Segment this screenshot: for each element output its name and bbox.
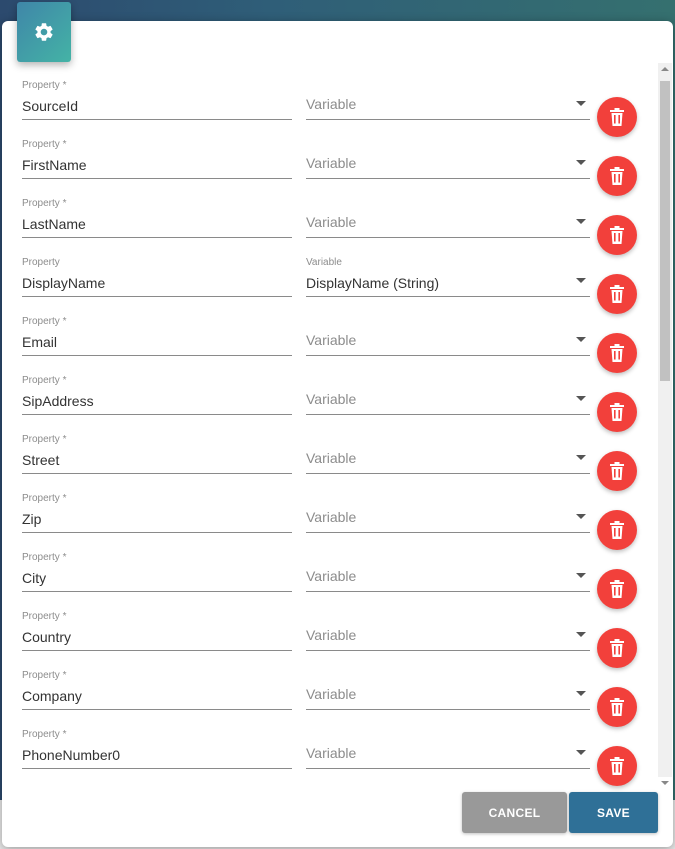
trash-icon [609,344,625,362]
property-value[interactable]: Company [22,688,82,704]
trash-icon [609,521,625,539]
property-label: Property * [22,552,67,563]
mapping-row [2,670,657,729]
save-button[interactable]: SAVE [569,792,658,833]
property-mapping-dialog [2,21,673,847]
dropdown-arrow-icon[interactable] [576,396,586,401]
mapping-row [2,434,657,493]
mapping-list[interactable] [2,61,657,796]
variable-select[interactable] [306,257,590,297]
variable-placeholder: Variable [306,568,357,584]
property-label: Property * [22,729,67,740]
property-field[interactable] [22,80,292,120]
dropdown-arrow-icon[interactable] [576,278,586,283]
mapping-row [2,729,657,788]
property-value[interactable]: City [22,570,47,586]
property-field[interactable] [22,139,292,179]
property-value[interactable]: FirstName [22,157,87,173]
property-field[interactable] [22,552,292,592]
trash-icon [609,698,625,716]
variable-placeholder: Variable [306,332,357,348]
dropdown-arrow-icon[interactable] [576,573,586,578]
property-label: Property * [22,139,67,150]
property-label: Property [22,257,60,268]
dropdown-arrow-icon[interactable] [576,632,586,637]
trash-icon [609,462,625,480]
variable-placeholder: Variable [306,509,357,525]
variable-placeholder: Variable [306,627,357,643]
scrollbar[interactable] [658,63,672,777]
mapping-row [2,80,657,139]
variable-placeholder: Variable [306,686,357,702]
dropdown-arrow-icon[interactable] [576,750,586,755]
delete-row-button[interactable] [597,274,637,314]
variable-select[interactable] [306,729,590,769]
variable-select[interactable] [306,670,590,710]
property-label: Property * [22,316,67,327]
property-value[interactable]: DisplayName [22,275,106,291]
property-field[interactable] [22,493,292,533]
dropdown-arrow-icon[interactable] [576,337,586,342]
property-value[interactable]: Email [22,334,58,350]
property-label: Property * [22,375,67,386]
trash-icon [609,403,625,421]
settings-header-badge [17,2,71,62]
property-value[interactable]: PhoneNumber0 [22,747,121,763]
trash-icon [609,639,625,657]
property-label: Property * [22,493,67,504]
mapping-row [2,493,657,552]
delete-row-button[interactable] [597,746,637,786]
trash-icon [609,757,625,775]
trash-icon [609,167,625,185]
property-field[interactable] [22,375,292,415]
property-value[interactable]: LastName [22,216,86,232]
variable-select[interactable] [306,552,590,592]
trash-icon [609,580,625,598]
property-field[interactable] [22,670,292,710]
mapping-row [2,316,657,375]
property-label: Property * [22,611,67,622]
dropdown-arrow-icon[interactable] [576,160,586,165]
property-label: Property * [22,80,67,91]
property-field[interactable] [22,611,292,651]
dropdown-arrow-icon[interactable] [576,455,586,460]
property-value[interactable]: Zip [22,511,42,527]
delete-row-button[interactable] [597,156,637,196]
variable-select[interactable] [306,434,590,474]
delete-row-button[interactable] [597,97,637,137]
variable-placeholder: Variable [306,214,357,230]
variable-select[interactable] [306,316,590,356]
variable-select[interactable] [306,139,590,179]
mapping-row [2,375,657,434]
delete-row-button[interactable] [597,687,637,727]
variable-placeholder: Variable [306,391,357,407]
dropdown-arrow-icon[interactable] [576,219,586,224]
trash-icon [609,108,625,126]
property-value[interactable]: Country [22,629,72,645]
delete-row-button[interactable] [597,215,637,255]
mapping-row [2,198,657,257]
variable-select[interactable] [306,198,590,238]
scroll-up-arrow-icon[interactable] [661,67,669,71]
property-field[interactable] [22,316,292,356]
mapping-row [2,552,657,611]
dropdown-arrow-icon[interactable] [576,691,586,696]
variable-select[interactable] [306,493,590,533]
variable-select[interactable] [306,611,590,651]
variable-label: Variable [306,257,342,268]
variable-placeholder: Variable [306,155,357,171]
dropdown-arrow-icon[interactable] [576,101,586,106]
mapping-row [2,257,657,316]
variable-select[interactable] [306,80,590,120]
cancel-button[interactable]: CANCEL [462,792,567,833]
gear-icon [33,21,55,43]
property-field[interactable] [22,198,292,238]
mapping-row [2,611,657,670]
delete-row-button[interactable] [597,569,637,609]
property-label: Property * [22,198,67,209]
mapping-row [2,139,657,198]
delete-row-button[interactable] [597,628,637,668]
property-label: Property * [22,670,67,681]
variable-select[interactable] [306,375,590,415]
variable-value[interactable]: DisplayName (String) [306,275,440,291]
trash-icon [609,226,625,244]
property-field[interactable] [22,729,292,769]
delete-row-button[interactable] [597,451,637,491]
property-field[interactable] [22,434,292,474]
variable-placeholder: Variable [306,96,357,112]
dropdown-arrow-icon[interactable] [576,514,586,519]
delete-row-button[interactable] [597,510,637,550]
delete-row-button[interactable] [597,392,637,432]
scroll-down-arrow-icon[interactable] [661,781,669,785]
trash-icon [609,285,625,303]
property-value[interactable]: SipAddress [22,393,94,409]
property-field[interactable] [22,257,292,297]
property-value[interactable]: Street [22,452,60,468]
variable-placeholder: Variable [306,745,357,761]
variable-placeholder: Variable [306,450,357,466]
delete-row-button[interactable] [597,333,637,373]
property-label: Property * [22,434,67,445]
scrollbar-thumb[interactable] [660,81,670,381]
property-value[interactable]: SourceId [22,98,79,114]
